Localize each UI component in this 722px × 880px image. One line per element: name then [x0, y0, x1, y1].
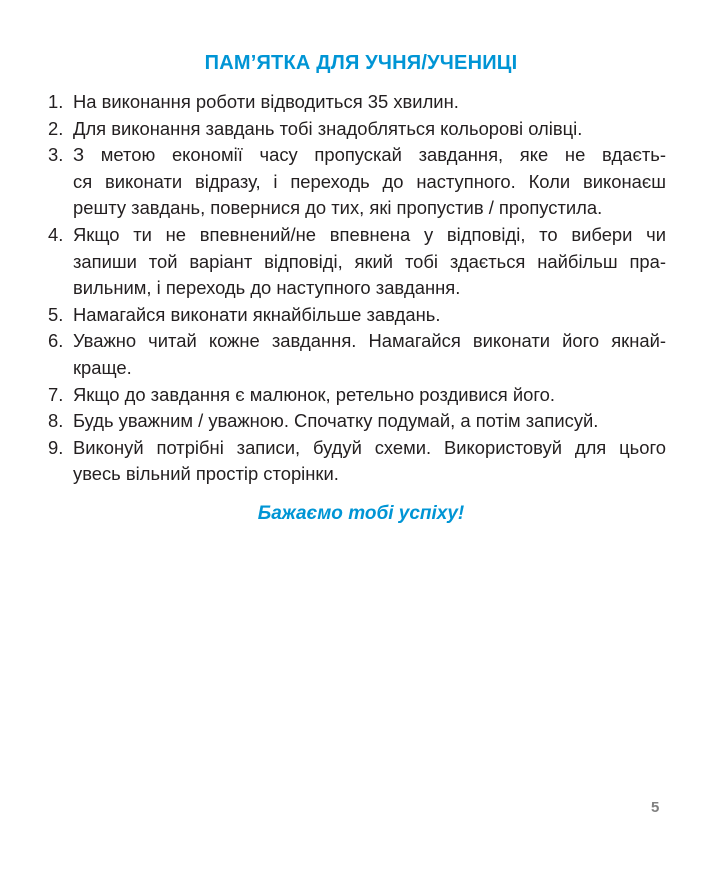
list-item-number: 4. [48, 223, 64, 245]
list-item-text: Якщо ти не впевнений/не впевнена у відповіді, то вибери чи [73, 223, 666, 245]
list-item-number: 5. [48, 303, 64, 325]
list-item [48, 435, 666, 488]
list-item-text: увесь вільний простір сторінки. [73, 463, 339, 485]
list-item [48, 382, 666, 409]
list-item [48, 89, 666, 116]
list-item-text: Намагайся виконати якнайбільше завдань. [73, 303, 441, 325]
list-item-number: 6. [48, 330, 64, 352]
list-item [48, 328, 666, 381]
list-item-text: Будь уважним / уважною. Спочатку подумай, а потім записуй. [73, 410, 599, 432]
list-item-text: На виконання роботи відводиться 35 хвилин. [73, 91, 459, 112]
list-item-number: 3. [48, 144, 64, 166]
list-item-text: вильним, і переходь до наступного завдання. [73, 277, 461, 299]
closing-wish: Бажаємо тобі успіху! [257, 503, 465, 524]
list-item-number: 9. [48, 436, 64, 458]
list-item [48, 302, 666, 329]
list-item-text: З метою економії часу пропускай завдання, яке не вдаєть- [73, 144, 666, 166]
list-item-text: Якщо до завдання є малюнок, ретельно роздивися його. [73, 383, 555, 405]
rules-list [48, 89, 666, 488]
list-item-text: Виконуй потрібні записи, будуй схеми. Використовуй для цього [73, 436, 666, 458]
list-item-text: ся виконати відразу, і переходь до наступного. Коли виконаєш [73, 170, 666, 192]
page-title: ПАМ’ЯТКА ДЛЯ УЧНЯ/УЧЕНИЦІ [204, 52, 518, 74]
list-item [48, 142, 666, 222]
list-item-number: 8. [48, 410, 64, 432]
list-item-text: решту завдань, повернися до тих, які пропустив / пропустила. [73, 197, 603, 219]
list-item-number: 1. [48, 91, 64, 112]
list-item [48, 408, 666, 435]
list-item-text: Уважно читай кожне завдання. Намагайся виконати його якнай- [73, 330, 666, 352]
list-item-text: запиши той варіант відповіді, який тобі здається найбільш пра- [73, 250, 666, 272]
list-item-number: 7. [48, 383, 64, 405]
list-item-text: Для виконання завдань тобі знадобляться кольорові олівці. [73, 117, 583, 139]
list-item-text: краще. [73, 356, 132, 378]
list-item [48, 116, 666, 143]
page-number: 5 [651, 799, 660, 816]
list-item [48, 222, 666, 302]
list-item-number: 2. [48, 117, 64, 139]
